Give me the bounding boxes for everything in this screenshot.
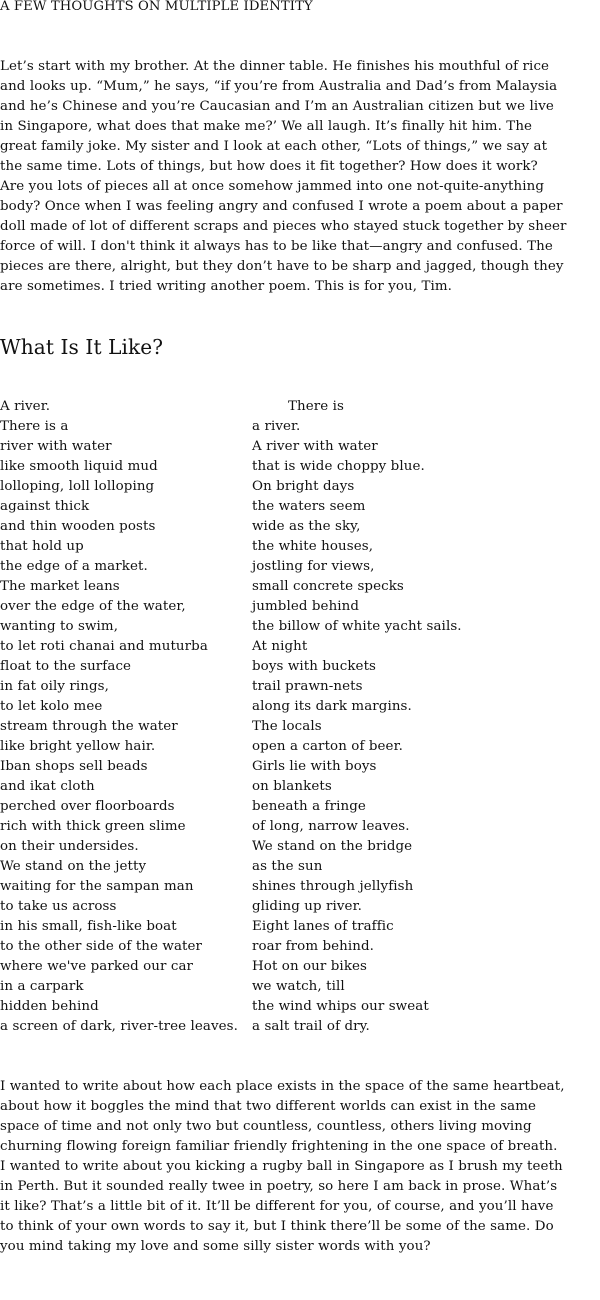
poem-right-line: Eight lanes of traffic [252, 919, 394, 934]
poem-right-line: shines through jellyfish [252, 879, 414, 894]
poem-left-line: in a carpark [0, 979, 84, 994]
document-title: A FEW THOUGHTS ON MULTIPLE IDENTITY [0, 0, 313, 14]
intro-line: Let’s start with my brother. At the dinner table. He finishes his mouthful of rice [0, 59, 550, 74]
poem-right-line: beneath a fringe [252, 799, 366, 814]
poem-left-line: over the edge of the water, [0, 599, 186, 614]
poem-right-line: Hot on our bikes [252, 959, 368, 974]
intro-line: great family joke. My sister and I look at each other, “Lots of things,” we say at [0, 139, 548, 154]
poem-left-line: against thick [0, 499, 90, 514]
poem-right-line: We stand on the bridge [252, 839, 413, 854]
poem-right-line: of long, narrow leaves. [252, 819, 410, 834]
poem-right-line: a river. [252, 419, 301, 434]
poem-left-line: and thin wooden posts [0, 519, 156, 534]
poem-right-line: jostling for views, [252, 559, 375, 574]
outro-line: you mind taking my love and some silly sister words with you? [0, 1239, 431, 1254]
poem-left-line: in his small, fish-like boat [0, 919, 177, 934]
poem-right-line: On bright days [252, 479, 355, 494]
outro-line: about how it boggles the mind that two different worlds can exist in the same [0, 1099, 537, 1114]
poem-right-line: open a carton of beer. [252, 739, 403, 754]
poem-left-line: to let kolo mee [0, 699, 103, 714]
intro-line: are sometimes. I tried writing another poem. This is for you, Tim. [0, 279, 453, 294]
outro-line: space of time and not only two but countless, countless, others living moving [0, 1119, 532, 1134]
poem-right-line: on blankets [252, 779, 332, 794]
poem-left-line: and ikat cloth [0, 779, 95, 794]
poem-right-line: At night [252, 639, 308, 654]
poem-left-line: stream through the water [0, 719, 178, 734]
poem-left-line: river with water [0, 439, 112, 454]
poem-left-line: Iban shops sell beads [0, 759, 148, 774]
poem-left-line: in fat oily rings, [0, 679, 109, 694]
poem-left-line: to the other side of the water [0, 939, 203, 954]
poem-right-line: Girls lie with boys [252, 759, 377, 774]
poem-right-line: jumbled behind [252, 599, 360, 614]
poem-right-line: trail prawn-nets [252, 679, 363, 694]
intro-line: doll made of lot of different scraps and pieces who stayed stuck together by sheer [0, 219, 567, 234]
outro-line: in Perth. But it sounded really twee in poetry, so here I am back in prose. What’s [0, 1179, 558, 1194]
intro-line: Are you lots of pieces all at once somehow jammed into one not-quite-anything [0, 179, 544, 194]
poem-left-line: to take us across [0, 899, 117, 914]
poem-left-line: rich with thick green slime [0, 819, 186, 834]
poem-left-line: The market leans [0, 579, 120, 594]
poem-title: What Is It Like? [0, 335, 164, 359]
poem-right-line: wide as the sky, [252, 519, 361, 534]
intro-line: and looks up. “Mum,” he says, “if you’re from Australia and Dad’s from Malaysia [0, 79, 558, 94]
poem-right-line: boys with buckets [252, 659, 377, 674]
intro-paragraph [0, 57, 567, 297]
poem-left-line: There is a [0, 419, 69, 434]
outro-line: I wanted to write about how each place exists in the space of the same heartbeat, [0, 1079, 565, 1094]
poem-right-line: There is [288, 399, 345, 414]
poem-left-line: a screen of dark, river-tree leaves. [0, 1019, 238, 1034]
poem-right-line: along its dark margins. [252, 699, 412, 714]
poem-left-line: hidden behind [0, 999, 99, 1014]
intro-line: and he’s Chinese and you’re Caucasian and I’m an Australian citizen but we live [0, 99, 554, 114]
poem-right-line: as the sun [252, 859, 323, 874]
poem-right-column [252, 397, 462, 1037]
poem-left-line: lolloping, loll lolloping [0, 479, 155, 494]
poem-right-line: small concrete specks [252, 579, 404, 594]
poem-left-line: float to the surface [0, 659, 132, 674]
poem-left-line: where we've parked our car [0, 959, 194, 974]
outro-line: it like? That’s a little bit of it. It’ll be different for you, of course, and you’ll have [0, 1199, 554, 1214]
poem-right-line: that is wide choppy blue. [252, 459, 425, 474]
poem-left-column [0, 397, 238, 1037]
poem-left-line: wanting to swim, [0, 619, 119, 634]
poem-left-line: the edge of a market. [0, 559, 148, 574]
poem-left-line: waiting for the sampan man [0, 879, 194, 894]
poem-left-line: like smooth liquid mud [0, 459, 158, 474]
poem-right-line: we watch, till [252, 979, 345, 994]
poem-right-line: The locals [252, 719, 322, 734]
poem-left-line: like bright yellow hair. [0, 739, 156, 754]
poem-right-line: a salt trail of dry. [252, 1019, 370, 1034]
poem-right-line: A river with water [252, 439, 378, 454]
poem-left-line: A river. [0, 399, 51, 414]
intro-line: body? Once when I was feeling angry and confused I wrote a poem about a paper [0, 199, 563, 214]
poem-right-line: gliding up river. [252, 899, 362, 914]
poem-left-line: that hold up [0, 539, 84, 554]
poem-left-line: We stand on the jetty [0, 859, 147, 874]
outro-line: I wanted to write about you kicking a rugby ball in Singapore as I brush my teeth [0, 1159, 563, 1174]
intro-line: force of will. I don't think it always has to be like that—angry and confused. The [0, 239, 553, 254]
poem-left-line: on their undersides. [0, 839, 139, 854]
poem-right-line: the waters seem [252, 499, 366, 514]
poem-left-line: perched over floorboards [0, 799, 175, 814]
outro-paragraph [0, 1077, 565, 1257]
poem-right-line: the billow of white yacht sails. [252, 619, 462, 634]
intro-line: pieces are there, alright, but they don’t have to be sharp and jagged, though they [0, 259, 564, 274]
outro-line: churning flowing foreign familiar friendly frightening in the one space of breath. [0, 1139, 558, 1154]
intro-line: the same time. Lots of things, but how does it fit together? How does it work? [0, 159, 538, 174]
outro-line: to think of your own words to say it, but I think there’ll be some of the same. Do [0, 1219, 554, 1234]
intro-line: in Singapore, what does that make me?’ We all laugh. It’s finally hit him. The [0, 119, 533, 134]
poem-right-line: the wind whips our sweat [252, 999, 429, 1014]
poem-right-line: the white houses, [252, 539, 374, 554]
poem-right-line: roar from behind. [252, 939, 375, 954]
poem-left-line: to let roti chanai and muturba [0, 639, 208, 654]
